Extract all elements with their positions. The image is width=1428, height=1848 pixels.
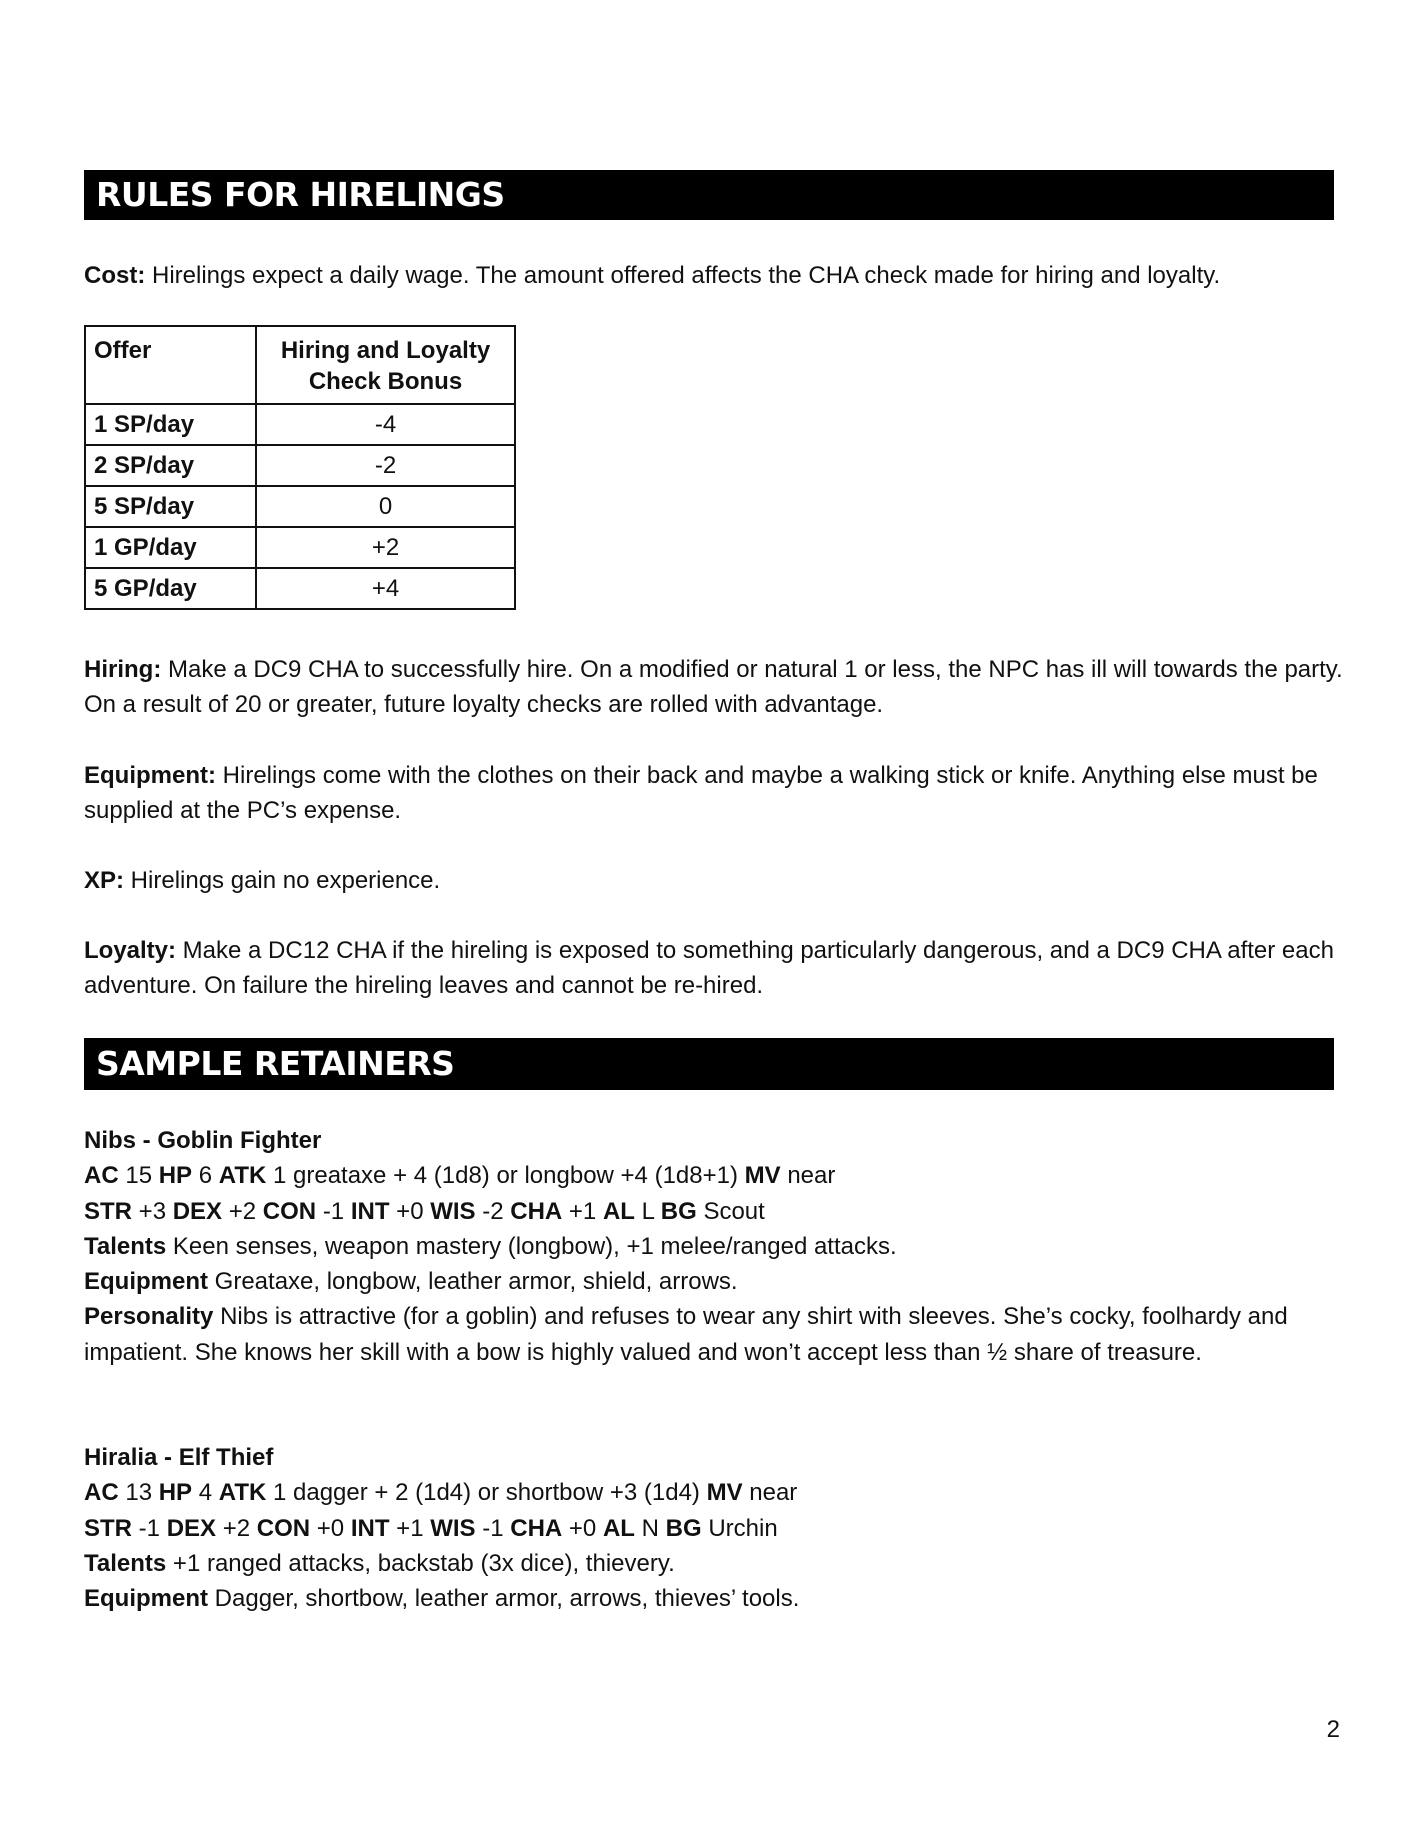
stats-line bbox=[84, 1194, 1344, 1229]
mv-label: MV bbox=[744, 1162, 781, 1190]
al-value: N bbox=[641, 1514, 659, 1542]
str-value: -1 bbox=[138, 1514, 161, 1542]
hp-value: 6 bbox=[198, 1162, 213, 1190]
wis-value: -1 bbox=[482, 1514, 504, 1542]
con-value: -1 bbox=[322, 1197, 345, 1225]
bg-value: Scout bbox=[703, 1197, 765, 1225]
hp-label: HP bbox=[158, 1479, 193, 1507]
equipment-line-label: Equipment bbox=[84, 1585, 208, 1613]
atk-value: 1 dagger + 2 (1d4) or shortbow +3 (1d4) bbox=[272, 1479, 700, 1507]
wis-label: WIS bbox=[430, 1197, 476, 1225]
bg-value: Urchin bbox=[708, 1514, 778, 1542]
wis-label: WIS bbox=[430, 1514, 476, 1542]
bonus-cell: -2 bbox=[256, 445, 515, 486]
hiring-label: Hiring: bbox=[84, 656, 162, 683]
personality-value: Nibs is attractive (for a goblin) and refuses to wear any shirt with sleeves. She’s cocky, foolhardy and impatient. She knows her skill with a bow is highly valued and won’t accept less than ½ share of treasure. bbox=[84, 1303, 1288, 1366]
int-label: INT bbox=[350, 1514, 390, 1542]
offer-cell: 2 SP/day bbox=[85, 445, 256, 486]
offer-cell: 1 GP/day bbox=[85, 527, 256, 568]
retainer-hiralia bbox=[84, 1440, 1344, 1616]
int-value: +1 bbox=[396, 1514, 424, 1542]
atk-value: 1 greataxe + 4 (1d8) or longbow +4 (1d8+1) bbox=[272, 1162, 738, 1190]
table-row bbox=[85, 404, 515, 445]
xp-text: Hirelings gain no experience. bbox=[124, 867, 441, 894]
dex-label: DEX bbox=[172, 1197, 223, 1225]
bonus-cell: -4 bbox=[256, 404, 515, 445]
equipment-value: Dagger, shortbow, leather armor, arrows, thieves’ tools. bbox=[214, 1585, 800, 1613]
offer-cell: 1 SP/day bbox=[85, 404, 256, 445]
retainer-name: Hiralia - Elf Thief bbox=[84, 1444, 274, 1471]
dex-value: +2 bbox=[228, 1197, 257, 1225]
con-label: CON bbox=[256, 1514, 311, 1542]
ac-label: AC bbox=[84, 1162, 119, 1190]
offer-cell: 5 SP/day bbox=[85, 486, 256, 527]
bonus-header: Hiring and Loyalty Check Bonus bbox=[256, 326, 515, 404]
table-row bbox=[85, 527, 515, 568]
table-row bbox=[85, 568, 515, 609]
section-heading-rules: RULES FOR HIRELINGS bbox=[84, 170, 1334, 220]
str-value: +3 bbox=[138, 1197, 167, 1225]
talents-line bbox=[84, 1546, 1344, 1581]
page-number: 2 bbox=[1326, 1716, 1340, 1743]
wis-value: -2 bbox=[482, 1197, 504, 1225]
xp-label: XP: bbox=[84, 867, 125, 894]
loyalty-paragraph bbox=[84, 933, 1344, 1003]
equipment-value: Greataxe, longbow, leather armor, shield, arrows. bbox=[214, 1268, 738, 1296]
cost-text: Hirelings expect a daily wage. The amount offered affects the CHA check made for hiring and loyalty. bbox=[145, 262, 1221, 289]
con-value: +0 bbox=[316, 1514, 345, 1542]
talents-value: +1 ranged attacks, backstab (3x dice), thievery. bbox=[172, 1549, 675, 1577]
talents-value: Keen senses, weapon mastery (longbow), +1 melee/ranged attacks. bbox=[172, 1232, 897, 1260]
talents-label: Talents bbox=[84, 1549, 167, 1577]
str-label: STR bbox=[84, 1197, 132, 1225]
bonus-cell: 0 bbox=[256, 486, 515, 527]
talents-label: Talents bbox=[84, 1232, 167, 1260]
int-label: INT bbox=[350, 1197, 390, 1225]
str-label: STR bbox=[84, 1514, 132, 1542]
atk-label: ATK bbox=[218, 1162, 267, 1190]
offer-table bbox=[84, 325, 516, 610]
cost-label: Cost: bbox=[84, 262, 146, 289]
equipment-text: Hirelings come with the clothes on their back and maybe a walking stick or knife. Anything else must be supplied at the PC’s expense. bbox=[84, 762, 1318, 824]
hp-value: 4 bbox=[198, 1479, 213, 1507]
cha-label: CHA bbox=[510, 1514, 563, 1542]
bg-label: BG bbox=[660, 1197, 697, 1225]
cha-label: CHA bbox=[510, 1197, 563, 1225]
al-value: L bbox=[641, 1197, 655, 1225]
cost-paragraph bbox=[84, 258, 1344, 293]
equipment-paragraph bbox=[84, 758, 1344, 828]
hiring-text: Make a DC9 CHA to successfully hire. On a modified or natural 1 or less, the NPC has ill will towards the party. On a result of 20 or greater, future loyalty checks are rolled with advantage. bbox=[84, 656, 1343, 718]
bonus-cell: +4 bbox=[256, 568, 515, 609]
personality-label: Personality bbox=[84, 1303, 214, 1331]
cha-value: +0 bbox=[568, 1514, 597, 1542]
equipment-line bbox=[84, 1581, 1344, 1616]
table-row bbox=[85, 445, 515, 486]
combat-line bbox=[84, 1158, 1344, 1193]
offer-table-header bbox=[85, 326, 515, 404]
table-row bbox=[85, 486, 515, 527]
hp-label: HP bbox=[158, 1162, 193, 1190]
int-value: +0 bbox=[396, 1197, 424, 1225]
loyalty-label: Loyalty: bbox=[84, 937, 177, 964]
retainer-name: Nibs - Goblin Fighter bbox=[84, 1127, 322, 1154]
equipment-line bbox=[84, 1264, 1344, 1299]
dex-label: DEX bbox=[166, 1514, 217, 1542]
personality-line bbox=[84, 1299, 1344, 1370]
bg-label: BG bbox=[665, 1514, 702, 1542]
mv-label: MV bbox=[706, 1479, 743, 1507]
stats-line bbox=[84, 1511, 1344, 1546]
talents-line bbox=[84, 1229, 1344, 1264]
dex-value: +2 bbox=[222, 1514, 251, 1542]
al-label: AL bbox=[602, 1197, 635, 1225]
cha-value: +1 bbox=[568, 1197, 597, 1225]
combat-line bbox=[84, 1475, 1344, 1510]
retainer-nibs bbox=[84, 1123, 1344, 1370]
offer-cell: 5 GP/day bbox=[85, 568, 256, 609]
section-heading-retainers: SAMPLE RETAINERS bbox=[84, 1038, 1334, 1090]
atk-label: ATK bbox=[218, 1479, 267, 1507]
mv-value: near bbox=[749, 1479, 798, 1507]
bonus-cell: +2 bbox=[256, 527, 515, 568]
ac-value: 13 bbox=[125, 1479, 153, 1507]
ac-value: 15 bbox=[125, 1162, 153, 1190]
mv-value: near bbox=[787, 1162, 836, 1190]
con-label: CON bbox=[262, 1197, 317, 1225]
xp-paragraph bbox=[84, 863, 1344, 898]
equipment-line-label: Equipment bbox=[84, 1268, 208, 1296]
al-label: AL bbox=[602, 1514, 635, 1542]
loyalty-text: Make a DC12 CHA if the hireling is exposed to something particularly dangerous, and a DC9 CHA after each adventure. On failure the hireling leaves and cannot be re-hired. bbox=[84, 937, 1334, 999]
equipment-label: Equipment: bbox=[84, 762, 216, 789]
hiring-paragraph bbox=[84, 652, 1344, 722]
offer-header: Offer bbox=[85, 326, 256, 404]
ac-label: AC bbox=[84, 1479, 119, 1507]
